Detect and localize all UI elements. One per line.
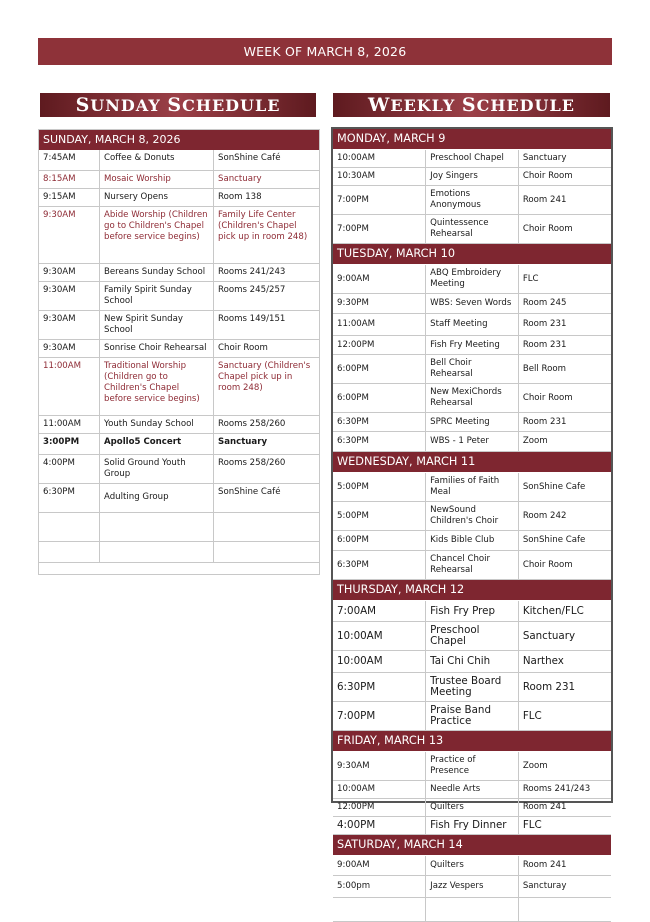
weekly-day-header	[333, 452, 611, 473]
weekly-schedule-table	[331, 127, 613, 891]
event-time: 7:45AM	[39, 150, 100, 170]
event-name	[100, 512, 214, 541]
weekly-row	[333, 355, 611, 384]
heading-rest: EEKLY	[390, 96, 462, 115]
event-location: Room 241	[518, 856, 611, 876]
sunday-schedule-table	[38, 129, 320, 575]
event-name: Practice of Presence	[426, 752, 519, 781]
event-name: ABQ Embroidery Meeting	[426, 265, 519, 294]
event-location: Room 231	[518, 314, 611, 336]
weekly-row	[333, 651, 611, 673]
event-location: Sanctuary	[214, 433, 320, 454]
event-location: Sanctuary	[518, 150, 611, 168]
event-time: 9:30AM	[39, 263, 100, 281]
event-name: WBS - 1 Peter	[426, 432, 519, 452]
weekly-row	[333, 799, 611, 817]
sunday-row	[39, 281, 319, 310]
weekly-row	[333, 856, 611, 876]
weekly-row	[333, 432, 611, 452]
weekly-row	[333, 752, 611, 781]
event-name: Abide Worship (Children go to Children's Chapel before service begins)	[100, 206, 214, 263]
heading-rest: CHEDULE	[476, 96, 575, 115]
event-name: Fish Fry Meeting	[426, 336, 519, 355]
day-label: SATURDAY, MARCH 14	[333, 835, 611, 856]
event-time: 9:00AM	[333, 856, 426, 876]
event-location: Kitchen/FLC	[518, 601, 611, 622]
event-location: SonShine Café	[214, 150, 320, 170]
event-time: 12:00PM	[333, 799, 426, 817]
event-name: Needle Arts	[426, 781, 519, 799]
weekly-row	[333, 336, 611, 355]
sunday-row	[39, 454, 319, 483]
weekly-row	[333, 702, 611, 731]
event-location: Room 231	[518, 413, 611, 432]
event-name: Families of Faith Meal	[426, 473, 519, 502]
weekly-row	[333, 622, 611, 651]
weekly-row	[333, 150, 611, 168]
event-location: Rooms 241/243	[518, 781, 611, 799]
event-name	[426, 898, 519, 922]
day-label: FRIDAY, MARCH 13	[333, 731, 611, 752]
weekly-row	[333, 413, 611, 432]
event-location: Room 241	[518, 186, 611, 215]
event-time: 6:00PM	[333, 531, 426, 551]
event-location: Rooms 149/151	[214, 310, 320, 339]
sunday-row	[39, 263, 319, 281]
event-location	[518, 898, 611, 922]
event-name: Bereans Sunday School	[100, 263, 214, 281]
event-time: 10:30AM	[333, 168, 426, 186]
event-time: 6:30PM	[333, 673, 426, 702]
event-name	[100, 541, 214, 562]
event-location: Sanctuary	[518, 622, 611, 651]
sunday-rows	[39, 150, 319, 563]
heading-initial: S	[461, 94, 477, 116]
event-time: 11:00AM	[333, 314, 426, 336]
event-name: Kids Bible Club	[426, 531, 519, 551]
sunday-row	[39, 206, 319, 263]
event-time: 9:00AM	[333, 265, 426, 294]
weekly-schedule-heading	[333, 93, 610, 117]
event-time: 7:00PM	[333, 215, 426, 244]
event-location: Narthex	[518, 651, 611, 673]
event-name: Chancel Choir Rehearsal	[426, 551, 519, 580]
event-name: Fish Fry Prep	[426, 601, 519, 622]
heading-rest: CHEDULE	[182, 96, 281, 115]
heading-initial: W	[368, 94, 391, 116]
event-name: Youth Sunday School	[100, 415, 214, 433]
event-name: Preschool Chapel	[426, 622, 519, 651]
event-location: Family Life Center (Children's Chapel pick up in room 248)	[214, 206, 320, 263]
weekly-row	[333, 186, 611, 215]
event-name: Bell Choir Rehearsal	[426, 355, 519, 384]
event-location: FLC	[518, 265, 611, 294]
sunday-row	[39, 415, 319, 433]
event-name: Preschool Chapel	[426, 150, 519, 168]
event-time: 6:30PM	[333, 432, 426, 452]
heading-rest: UNDAY	[90, 96, 168, 115]
weekly-row	[333, 265, 611, 294]
sunday-row	[39, 541, 319, 562]
event-name: New MexiChords Rehearsal	[426, 384, 519, 413]
event-time	[39, 541, 100, 562]
event-location: Rooms 258/260	[214, 454, 320, 483]
sunday-row	[39, 357, 319, 415]
event-time: 4:00PM	[333, 817, 426, 835]
event-time: 7:00PM	[333, 702, 426, 731]
event-location: Room 242	[518, 502, 611, 531]
event-time: 5:00PM	[333, 502, 426, 531]
heading-initial: S	[167, 94, 183, 116]
event-location: Sanctuary	[214, 170, 320, 188]
weekly-day-header	[333, 731, 611, 752]
event-location: FLC	[518, 817, 611, 835]
event-name: Mosaic Worship	[100, 170, 214, 188]
weekly-row	[333, 601, 611, 622]
event-name: Apollo5 Concert	[100, 433, 214, 454]
event-time: 10:00AM	[333, 150, 426, 168]
event-location: Sanctuary (Children's Chapel pick up in room 248)	[214, 357, 320, 415]
event-location: Zoom	[518, 752, 611, 781]
weekly-row	[333, 673, 611, 702]
event-location: Rooms 258/260	[214, 415, 320, 433]
weekly-row	[333, 215, 611, 244]
event-time: 7:00AM	[333, 601, 426, 622]
event-time: 4:00PM	[39, 454, 100, 483]
event-time: 5:00PM	[333, 473, 426, 502]
event-location: Room 241	[518, 799, 611, 817]
sunday-row	[39, 170, 319, 188]
sunday-row	[39, 512, 319, 541]
event-time: 10:00AM	[333, 622, 426, 651]
event-location: Zoom	[518, 432, 611, 452]
event-time: 6:30PM	[333, 551, 426, 580]
event-time: 10:00AM	[333, 651, 426, 673]
event-location	[214, 512, 320, 541]
event-location: SonShine Café	[214, 483, 320, 512]
weekly-row	[333, 817, 611, 835]
event-name: Quintessence Rehearsal	[426, 215, 519, 244]
event-location: Room 138	[214, 188, 320, 206]
sunday-row	[39, 483, 319, 512]
event-name: Family Spirit Sunday School	[100, 281, 214, 310]
event-time: 9:30AM	[39, 206, 100, 263]
event-name: Fish Fry Dinner	[426, 817, 519, 835]
weekly-row	[333, 898, 611, 922]
weekly-row	[333, 551, 611, 580]
event-location: SonShine Cafe	[518, 531, 611, 551]
event-location: Sancturay	[518, 876, 611, 898]
event-location: Rooms 241/243	[214, 263, 320, 281]
event-time: 6:30PM	[333, 413, 426, 432]
weekly-rows	[333, 129, 611, 922]
event-location: Room 245	[518, 294, 611, 314]
heading-initial: S	[75, 94, 91, 116]
event-name: Quilters	[426, 799, 519, 817]
event-time	[333, 898, 426, 922]
event-name: New Spirit Sunday School	[100, 310, 214, 339]
event-name: Emotions Anonymous	[426, 186, 519, 215]
weekly-row	[333, 314, 611, 336]
week-banner: WEEK OF MARCH 8, 2026	[38, 38, 612, 65]
event-time: 12:00PM	[333, 336, 426, 355]
event-time: 9:30AM	[39, 281, 100, 310]
weekly-row	[333, 781, 611, 799]
sunday-row	[39, 339, 319, 357]
sunday-row	[39, 433, 319, 454]
weekly-row	[333, 168, 611, 186]
event-time: 6:00PM	[333, 355, 426, 384]
weekly-row	[333, 531, 611, 551]
event-time: 9:30AM	[333, 752, 426, 781]
day-label: TUESDAY, MARCH 10	[333, 244, 611, 265]
event-name: Traditional Worship (Children go to Children's Chapel before service begins)	[100, 357, 214, 415]
event-location: Room 231	[518, 673, 611, 702]
event-time: 9:30AM	[39, 310, 100, 339]
event-name: Jazz Vespers	[426, 876, 519, 898]
sunday-row	[39, 150, 319, 170]
day-label: MONDAY, MARCH 9	[333, 129, 611, 150]
event-name: Sonrise Choir Rehearsal	[100, 339, 214, 357]
weekly-row	[333, 384, 611, 413]
event-location: Choir Room	[214, 339, 320, 357]
event-time: 9:15AM	[39, 188, 100, 206]
event-time: 6:30PM	[39, 483, 100, 512]
event-time: 3:00PM	[39, 433, 100, 454]
event-name: Trustee Board Meeting	[426, 673, 519, 702]
event-name: Coffee & Donuts	[100, 150, 214, 170]
event-name: Quilters	[426, 856, 519, 876]
day-label: THURSDAY, MARCH 12	[333, 580, 611, 601]
weekly-day-header	[333, 129, 611, 150]
weekly-row	[333, 473, 611, 502]
event-location: Choir Room	[518, 551, 611, 580]
event-time: 10:00AM	[333, 781, 426, 799]
event-name: Praise Band Practice	[426, 702, 519, 731]
weekly-day-header	[333, 580, 611, 601]
event-time: 6:00PM	[333, 384, 426, 413]
event-time: 7:00PM	[333, 186, 426, 215]
sunday-row	[39, 310, 319, 339]
event-name: Adulting Group	[100, 483, 214, 512]
weekly-row	[333, 294, 611, 314]
event-time: 11:00AM	[39, 415, 100, 433]
event-time: 11:00AM	[39, 357, 100, 415]
day-label: WEDNESDAY, MARCH 11	[333, 452, 611, 473]
event-location: Choir Room	[518, 168, 611, 186]
event-name: NewSound Children's Choir	[426, 502, 519, 531]
sunday-schedule-heading	[40, 93, 316, 117]
event-time: 9:30AM	[39, 339, 100, 357]
event-location: Choir Room	[518, 215, 611, 244]
event-location: Bell Room	[518, 355, 611, 384]
event-name: Joy Singers	[426, 168, 519, 186]
event-name: WBS: Seven Words	[426, 294, 519, 314]
event-time: 8:15AM	[39, 170, 100, 188]
event-location	[214, 541, 320, 562]
event-location: FLC	[518, 702, 611, 731]
event-time: 9:30PM	[333, 294, 426, 314]
event-location: Choir Room	[518, 384, 611, 413]
event-location: Rooms 245/257	[214, 281, 320, 310]
event-time	[39, 512, 100, 541]
weekly-row	[333, 876, 611, 898]
event-location: SonShine Cafe	[518, 473, 611, 502]
weekly-day-header	[333, 244, 611, 265]
sunday-day-header: SUNDAY, MARCH 8, 2026	[39, 130, 319, 150]
weekly-day-header	[333, 835, 611, 856]
sunday-row	[39, 188, 319, 206]
event-name: Staff Meeting	[426, 314, 519, 336]
event-name: Solid Ground Youth Group	[100, 454, 214, 483]
event-name: SPRC Meeting	[426, 413, 519, 432]
event-name: Nursery Opens	[100, 188, 214, 206]
event-time: 5:00pm	[333, 876, 426, 898]
weekly-row	[333, 502, 611, 531]
event-name: Tai Chi Chih	[426, 651, 519, 673]
event-location: Room 231	[518, 336, 611, 355]
